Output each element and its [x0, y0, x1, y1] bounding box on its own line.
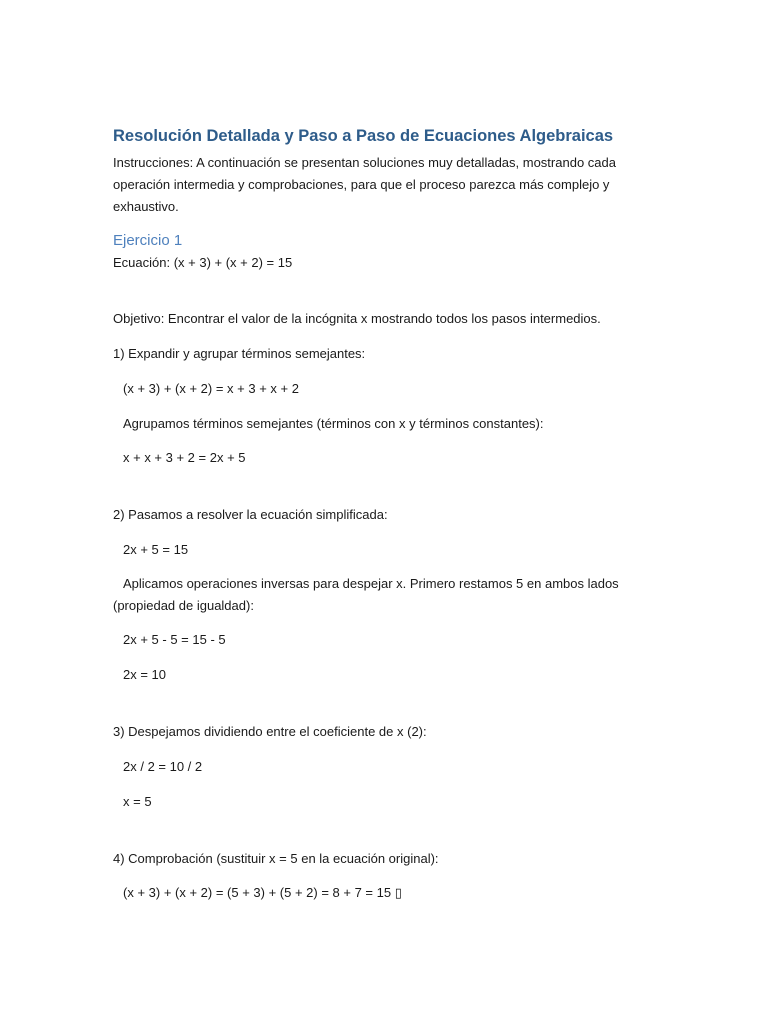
equation-line: Ecuación: (x + 3) + (x + 2) = 15: [113, 255, 293, 270]
step2-note: Aplicamos operaciones inversas para despejar x. Primero restamos 5 en ambos lados (propiedad de igualdad):: [113, 576, 619, 613]
step4-heading: 4) Comprobación (sustituir x = 5 en la ecuación original):: [113, 851, 439, 866]
step3-line2: x = 5: [123, 794, 152, 809]
objective-line: Objetivo: Encontrar el valor de la incógnita x mostrando todos los pasos intermedios.: [113, 311, 601, 326]
step3-heading: 3) Despejamos dividiendo entre el coeficiente de x (2):: [113, 724, 427, 739]
instructions-paragraph: Instrucciones: A continuación se presentan soluciones muy detalladas, mostrando cada operación intermedia y comprobaciones, para que el proceso parezca más complejo y exhaustivo.: [113, 155, 616, 214]
document-page: [113, 124, 658, 904]
step2-heading: 2) Pasamos a resolver la ecuación simplificada:: [113, 507, 388, 522]
step2-line2: 2x + 5 - 5 = 15 - 5: [123, 632, 226, 647]
step2-line3: 2x = 10: [123, 667, 167, 682]
step1-line1: (x + 3) + (x + 2) = x + 3 + x + 2: [123, 381, 299, 396]
document-title: Resolución Detallada y Paso a Paso de Ecuaciones Algebraicas: [113, 127, 614, 145]
step1-line2: x + x + 3 + 2 = 2x + 5: [123, 450, 246, 465]
step3-line1: 2x / 2 = 10 / 2: [123, 759, 203, 774]
step4-line1: (x + 3) + (x + 2) = (5 + 3) + (5 + 2) = 8 + 7 = 15 ▯: [123, 885, 402, 900]
step1-note: Agrupamos términos semejantes (términos con x y términos constantes):: [123, 416, 544, 431]
exercise-heading: Ejercicio 1: [113, 232, 183, 249]
step2-line1: 2x + 5 = 15: [123, 542, 189, 557]
step1-heading: 1) Expandir y agrupar términos semejantes:: [113, 346, 366, 361]
